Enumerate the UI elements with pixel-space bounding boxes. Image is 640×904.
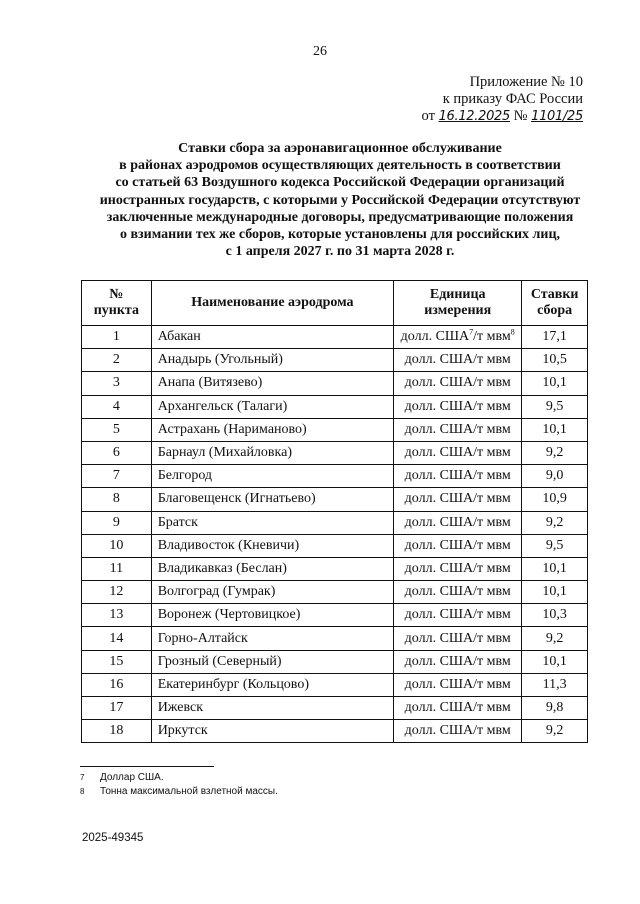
row-unit: долл. США/т мвм [394, 673, 522, 696]
row-aerodrome: Ижевск [151, 697, 393, 720]
footnotes [80, 771, 278, 799]
rates-table [81, 280, 588, 743]
row-num: 3 [82, 372, 152, 395]
table-row [82, 673, 588, 696]
row-rate: 10,3 [522, 604, 588, 627]
row-unit: долл. США/т мвм [394, 697, 522, 720]
row-rate: 10,1 [522, 581, 588, 604]
row-aerodrome: Белгород [151, 465, 393, 488]
row-unit: долл. США/т мвм [394, 395, 522, 418]
table-row [82, 465, 588, 488]
row-aerodrome: Екатеринбург (Кольцово) [151, 673, 393, 696]
row-aerodrome: Архангельск (Талаги) [151, 395, 393, 418]
table-row [82, 326, 588, 349]
row-rate: 9,2 [522, 627, 588, 650]
row-rate: 9,2 [522, 511, 588, 534]
header-unit [394, 281, 522, 326]
row-aerodrome: Барнаул (Михайловка) [151, 441, 393, 464]
table-row [82, 581, 588, 604]
footnote-item [80, 785, 278, 799]
table-row [82, 627, 588, 650]
title-line: с 1 апреля 2027 г. по 31 марта 2028 г. [225, 244, 455, 260]
row-unit: долл. США/т мвм [394, 372, 522, 395]
title-line: иностранных государств, с которыми у Российской Федерации отсутствуют [99, 192, 581, 208]
row-unit: долл. США/т мвм [394, 581, 522, 604]
row-unit: долл. США/т мвм [394, 604, 522, 627]
appendix-line1: Приложение № 10 [469, 74, 583, 90]
footnote-mark: 7 [80, 773, 85, 782]
table-row [82, 349, 588, 372]
row-unit: долл. США/т мвм [394, 465, 522, 488]
row-aerodrome: Астрахань (Нариманово) [151, 418, 393, 441]
title-line: о взимании тех же сборов, которые установлены для российских лиц, [119, 227, 561, 243]
document-id: 2025-49345 [82, 832, 144, 844]
table-row [82, 650, 588, 673]
row-rate: 9,8 [522, 697, 588, 720]
row-rate: 9,0 [522, 465, 588, 488]
order-date: 16.12.2025 [438, 109, 510, 124]
row-unit: долл. США/т мвм [394, 418, 522, 441]
unit-text: долл. США [400, 329, 470, 345]
row-aerodrome: Анадырь (Угольный) [151, 349, 393, 372]
row-unit: долл. США/т мвм [394, 511, 522, 534]
header-rate-line2: сбора [537, 303, 573, 318]
table-row [82, 557, 588, 580]
row-aerodrome: Горно-Алтайск [151, 627, 393, 650]
row-num: 8 [82, 488, 152, 511]
footnote-ref: 7 [469, 327, 474, 337]
header-rate-line1: Ставки [530, 287, 579, 302]
row-aerodrome: Владивосток (Кневичи) [151, 534, 393, 557]
table-header-row [82, 281, 588, 326]
row-num: 4 [82, 395, 152, 418]
row-rate: 17,1 [522, 326, 588, 349]
row-rate: 9,2 [522, 441, 588, 464]
row-aerodrome: Грозный (Северный) [151, 650, 393, 673]
header-num-line2: пункта [93, 303, 139, 318]
appendix-header [422, 74, 583, 125]
row-unit: долл. США/т мвм [394, 441, 522, 464]
row-rate: 10,5 [522, 349, 588, 372]
table-row [82, 395, 588, 418]
table-row [82, 441, 588, 464]
row-unit: долл. США/т мвм [394, 627, 522, 650]
header-name: Наименование аэродрома [151, 281, 393, 326]
unit-text: /т мвм [473, 329, 511, 345]
table-row [82, 604, 588, 627]
row-unit: долл. США/т мвм [394, 557, 522, 580]
row-num: 1 [82, 326, 152, 349]
row-unit: долл. США/т мвм [394, 650, 522, 673]
row-aerodrome: Братск [151, 511, 393, 534]
row-num: 11 [82, 557, 152, 580]
header-rate [522, 281, 588, 326]
number-label: № [513, 108, 528, 124]
footnote-item [80, 771, 278, 785]
row-aerodrome: Воронеж (Чертовицкое) [151, 604, 393, 627]
table-row [82, 511, 588, 534]
row-rate: 10,1 [522, 650, 588, 673]
appendix-line2: к приказу ФАС России [442, 91, 583, 107]
footnote-ref: 8 [510, 327, 515, 337]
row-unit: долл. США/т мвм [394, 534, 522, 557]
row-aerodrome: Анапа (Витязево) [151, 372, 393, 395]
row-unit: долл. США/т мвм [394, 488, 522, 511]
row-aerodrome: Владикавказ (Беслан) [151, 557, 393, 580]
footnote-mark: 8 [80, 787, 85, 796]
row-num: 2 [82, 349, 152, 372]
title-line: со статьей 63 Воздушного кодекса Российской Федерации организаций [115, 175, 565, 191]
row-rate: 10,9 [522, 488, 588, 511]
row-rate: 10,1 [522, 557, 588, 580]
table-row [82, 372, 588, 395]
row-num: 5 [82, 418, 152, 441]
row-num: 14 [82, 627, 152, 650]
table-row [82, 720, 588, 743]
row-num: 15 [82, 650, 152, 673]
table-row [82, 418, 588, 441]
row-num: 10 [82, 534, 152, 557]
order-line [422, 108, 583, 125]
title-line: в районах аэродромов осуществляющих деятельность в соответствии [119, 158, 561, 174]
table-row [82, 488, 588, 511]
row-aerodrome: Волгоград (Гумрак) [151, 581, 393, 604]
footnote-divider [80, 766, 214, 767]
row-num: 12 [82, 581, 152, 604]
title-line: заключенные международные договоры, предусматривающие положения [106, 209, 574, 225]
row-unit [394, 326, 522, 349]
row-aerodrome: Абакан [151, 326, 393, 349]
row-aerodrome: Иркутск [151, 720, 393, 743]
table-row [82, 697, 588, 720]
title-line: Ставки сбора за аэронавигационное обслуживание [178, 141, 502, 156]
row-num: 17 [82, 697, 152, 720]
footnote-text: Тонна максимальной взлетной массы. [100, 786, 278, 797]
header-unit-line1: Единица [429, 287, 486, 302]
row-num: 9 [82, 511, 152, 534]
table-row [82, 534, 588, 557]
header-unit-line2: измерения [424, 303, 492, 318]
row-rate: 9,5 [522, 534, 588, 557]
row-num: 6 [82, 441, 152, 464]
row-rate: 10,1 [522, 372, 588, 395]
header-num-line1: № [109, 287, 124, 302]
row-num: 18 [82, 720, 152, 743]
row-rate: 11,3 [522, 673, 588, 696]
row-rate: 10,1 [522, 418, 588, 441]
header-num [82, 281, 152, 326]
from-label: от [421, 108, 435, 124]
row-num: 16 [82, 673, 152, 696]
row-rate: 9,2 [522, 720, 588, 743]
row-num: 13 [82, 604, 152, 627]
page-number: 26 [313, 44, 327, 59]
row-num: 7 [82, 465, 152, 488]
row-unit: долл. США/т мвм [394, 349, 522, 372]
row-rate: 9,5 [522, 395, 588, 418]
document-title [80, 140, 600, 260]
row-unit: долл. США/т мвм [394, 720, 522, 743]
row-aerodrome: Благовещенск (Игнатьево) [151, 488, 393, 511]
order-number: 1101/25 [531, 109, 583, 124]
footnote-text: Доллар США. [100, 772, 164, 783]
